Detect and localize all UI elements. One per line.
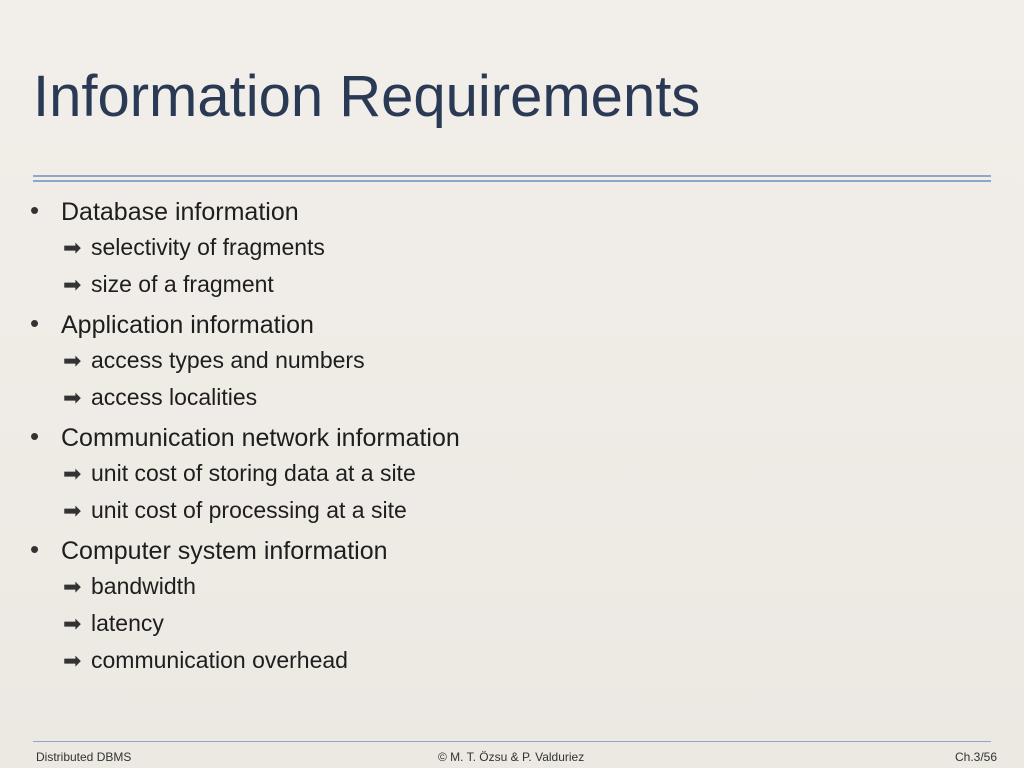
footer-copyright: © M. T. Özsu & P. Valduriez xyxy=(438,750,585,764)
bullet-item xyxy=(30,421,930,455)
slide-title: Information Requirements xyxy=(33,64,701,129)
bullet-item xyxy=(30,308,930,342)
bullet-item xyxy=(30,534,930,568)
footer-course-label: Distributed DBMS xyxy=(36,750,132,764)
sub-bullet-label: latency xyxy=(91,610,164,636)
sub-bullet-item xyxy=(30,266,930,303)
arrow-right-icon: ➡ xyxy=(63,461,82,486)
bullet-label: Application information xyxy=(61,311,314,339)
footer-page-number: Ch.3/56 xyxy=(955,750,998,764)
footer-divider xyxy=(33,741,991,742)
bullet-group-computer-system xyxy=(30,534,930,679)
arrow-right-icon: ➡ xyxy=(63,385,82,410)
bullet-label: Computer system information xyxy=(61,537,388,565)
sub-bullet-label: access localities xyxy=(91,384,258,410)
sub-bullet-item xyxy=(30,605,930,642)
bullet-group-communication xyxy=(30,421,930,534)
sub-bullet-label: size of a fragment xyxy=(91,271,274,297)
sub-bullet-label: unit cost of storing data at a site xyxy=(91,460,416,486)
bullet-dot-icon: • xyxy=(30,308,40,338)
sub-bullet-label: selectivity of fragments xyxy=(91,234,325,260)
sub-bullet-item xyxy=(30,492,930,529)
sub-bullet-item xyxy=(30,342,930,379)
title-divider-bottom xyxy=(33,180,991,182)
sub-bullet-item xyxy=(30,642,930,679)
arrow-right-icon: ➡ xyxy=(63,272,82,297)
sub-bullet-item xyxy=(30,568,930,605)
bullet-group-application xyxy=(30,308,930,421)
sub-bullet-item xyxy=(30,455,930,492)
bullet-dot-icon: • xyxy=(30,421,40,451)
arrow-right-icon: ➡ xyxy=(63,235,82,260)
sub-bullet-item xyxy=(30,229,930,266)
sub-bullet-label: bandwidth xyxy=(91,573,196,599)
arrow-right-icon: ➡ xyxy=(63,348,82,373)
title-divider-top xyxy=(33,175,991,177)
arrow-right-icon: ➡ xyxy=(63,648,82,673)
arrow-right-icon: ➡ xyxy=(63,611,82,636)
bullet-label: Database information xyxy=(61,198,299,226)
bullet-item xyxy=(30,195,930,229)
arrow-right-icon: ➡ xyxy=(63,498,82,523)
bullet-list xyxy=(30,195,930,679)
bullet-dot-icon: • xyxy=(30,195,40,225)
bullet-label: Communication network information xyxy=(61,424,460,452)
sub-bullet-label: access types and numbers xyxy=(91,347,365,373)
arrow-right-icon: ➡ xyxy=(63,574,82,599)
sub-bullet-label: unit cost of processing at a site xyxy=(91,497,407,523)
bullet-group-database xyxy=(30,195,930,308)
sub-bullet-item xyxy=(30,379,930,416)
sub-bullet-label: communication overhead xyxy=(91,647,348,673)
bullet-dot-icon: • xyxy=(30,534,40,564)
